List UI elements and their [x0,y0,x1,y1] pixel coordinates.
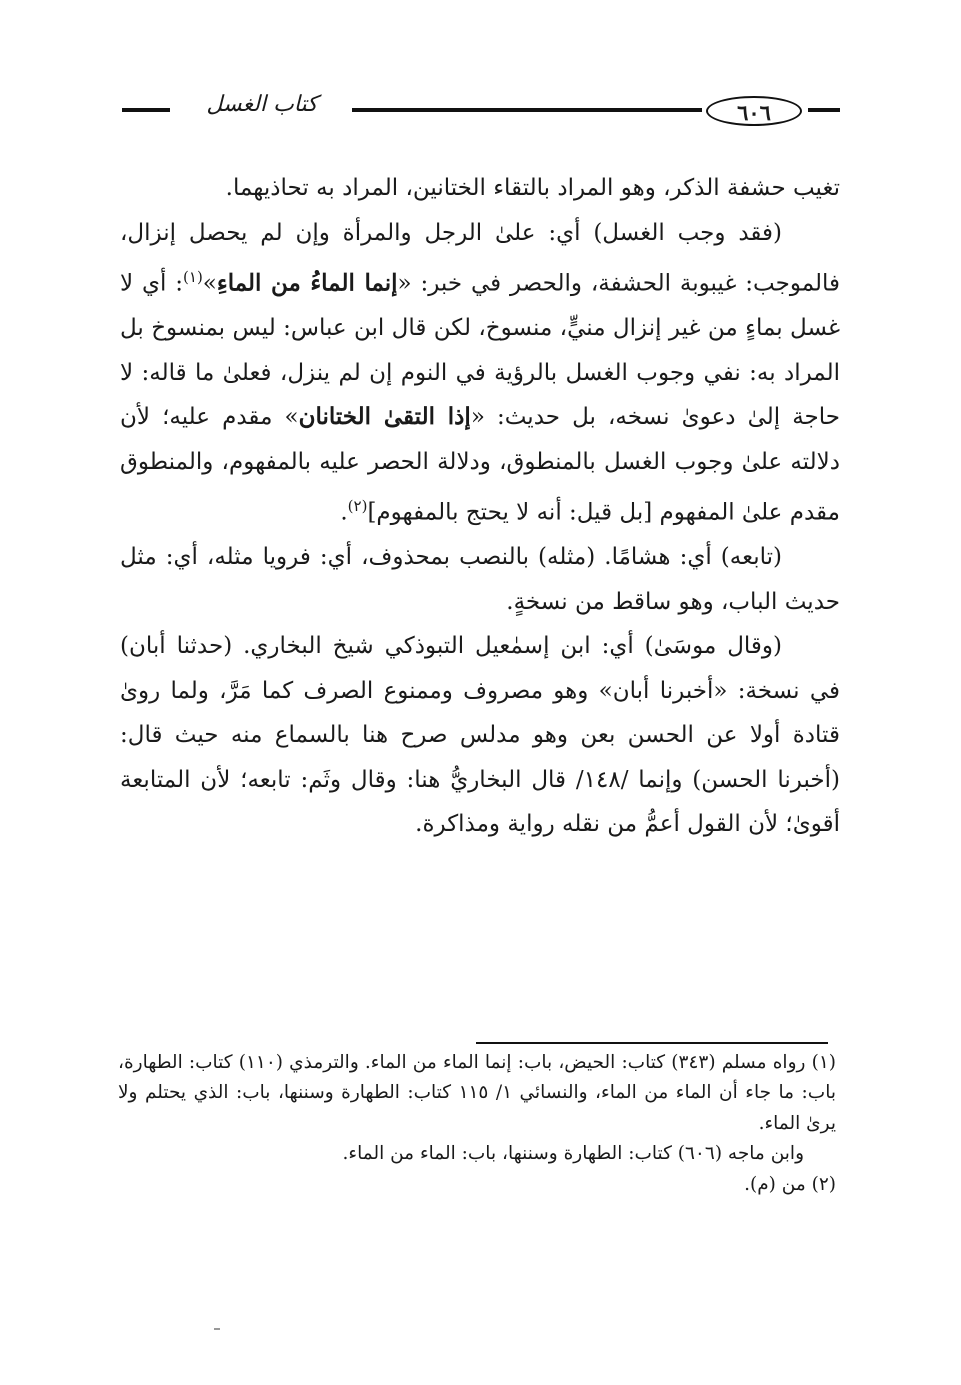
running-header-title: كتاب الغسل [206,92,318,117]
body-paragraph [120,166,840,211]
body-paragraph [120,624,840,847]
text-run: (تابعه) أي: هشامًا. (مثله) بالنصب بمحذوف، أي: فرويا مثله، أي: مثل حديث الباب، وهو ساقط من نسخةٍ. [120,544,840,615]
footnote: (٢) من (م). [744,1173,836,1195]
main-text [120,166,840,847]
body-paragraph [120,535,840,624]
text-run: : أي لا غسل بماءٍ من غير إنزال منيٍّ، منسوخ، لكن قال ابن عباس: ليس بمنسوخ بل المراد به: نفي وجوب الغسل بالرؤية في النوم إن لم ينزل، فعلىٰ ما قاله: لا حاجة إلىٰ دعوىٰ نسخه، بل حديث: « [120,270,841,431]
hadith-quote: إذا التقىٰ الختانان [298,403,471,431]
page-number-badge: ٦٠٦ [706,96,802,126]
footnote-separator [476,1042,828,1044]
text-run: » مقدم عليه؛ لأن دلالته علىٰ وجوب الغسل بالمنطوق، ودلالة الحصر عليه بالمفهوم، والمنطوق مقدم علىٰ المفهوم [بل قيل: أنه لا يحتج بالمفهوم] [120,404,840,526]
text-run: (وقال موسَىٰ) أي: ابن إسمٰعيل التبوذكي شيخ البخاري. (حدثنا أبان) في نسخة: «أخبرنا أبان» وهو مصروف وممنوع الصرف كما مَرَّ، ولما روىٰ قتادة أولا عن الحسن بعن وهو مدلس صرح هنا بالسماع منه حيث قال: (أخبرنا الحسن) وإنما /١٤٨/ قال البخاريُّ هنا: وقال وثَم: تابعه؛ لأن المتابعة أقوىٰ؛ لأن القول أعمُّ من نقله رواية ومذاكرة. [120,633,840,838]
header-rule-right [808,108,840,112]
text-run: » [202,270,217,297]
body-paragraph [120,211,840,536]
footnote-reference: (١) [183,268,203,286]
header-rule-middle [352,108,702,112]
footnote: (١) رواه مسلم (٣٤٣) كتاب: الحيض، باب: إنما الماء من الماء. والترمذي (١١٠) كتاب: الطهارة، باب: ما جاء أن الماء من الماء، والنسائي ١/ ١١٥ كتاب: الطهارة وسننها، باب: الذي يحتلم ولا يرىٰ الماء. [118,1052,836,1134]
footnote: وابن ماجه (٦٠٦) كتاب: الطهارة وسننها، باب: الماء من الماء. [342,1143,804,1165]
text-run: . [340,499,348,526]
text-run: (فقد وجب الغسل) أي: علىٰ الرجل والمرأة وإن لم يحصل إنزال، فالموجب: غيبوبة الحشفة، والحصر في خبر: « [120,219,841,297]
text-run: تغيب حشفة الذكر، وهو المراد بالتقاء الختانين، المراد به تحاذيهما. [225,175,840,201]
footnotes [118,1048,836,1200]
hadith-quote: إنما الماءُ من الماءِ [216,269,398,297]
header-rule-left [122,108,170,112]
scan-mark [214,1328,220,1330]
footnote-reference: (٢) [347,497,368,516]
